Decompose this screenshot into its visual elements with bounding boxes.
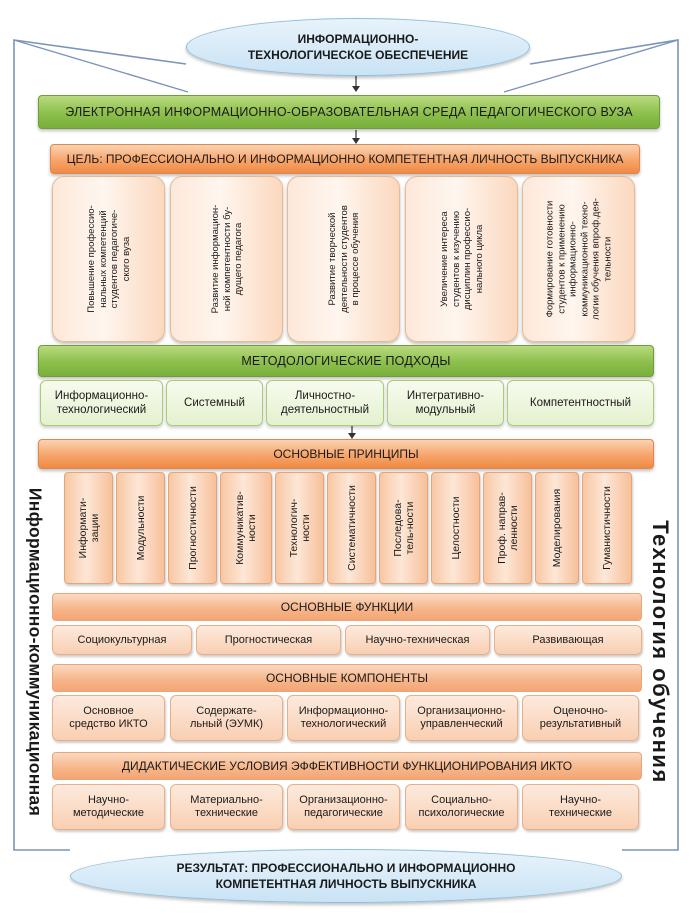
task-box-2 (170, 176, 283, 342)
principle-11 (582, 472, 632, 584)
principle-7 (379, 472, 428, 584)
left-side-label (24, 478, 46, 826)
principle-text-9: Проф. направ- ленности (495, 492, 520, 564)
functions-title: ОСНОВНЫЕ ФУНКЦИИ (280, 600, 414, 614)
principles-title: ОСНОВНЫЕ ПРИНЦИПЫ (273, 447, 419, 461)
function-3: Научно-техническая (345, 625, 490, 655)
result-line-2: КОМПЕТЕНТНАЯ ЛИЧНОСТЬ ВЫПУСКНИКА (215, 877, 477, 891)
principle-text-1: Информати- зации (76, 497, 101, 559)
task-text-3: Развитие творческой деятельности студентов в процессе обучения (326, 205, 361, 313)
environment-label: ЭЛЕКТРОННАЯ ИНФОРМАЦИОННО-ОБРАЗОВАТЕЛЬНАЯ СРЕДА ПЕДАГОГИЧЕСКОГО ВУЗА (65, 105, 633, 119)
result-ellipse (70, 849, 622, 903)
principle-1 (64, 472, 113, 584)
task-text-5: Формирование готовности студентов к применению информационно- коммуникационной техно- логии обучения впроф.дея- тельности (544, 198, 613, 320)
component-3: Информационно- технологический (287, 695, 400, 741)
approach-3: Личностно- деятельностный (266, 380, 384, 426)
principle-9 (483, 472, 532, 584)
condition-5: Научно- технические (522, 784, 639, 830)
task-text-2: Развитие информацион- ной компетентности бу- дущего педагога (209, 204, 244, 314)
conditions-bar (52, 752, 642, 780)
principle-text-7: Последова- тель-ности (391, 499, 416, 557)
task-text-4: Увеличение интереса студентов к изучению дисциплин профессио- нального цикла (438, 207, 484, 311)
principle-text-2: Модульности (134, 495, 147, 561)
task-box-4 (405, 176, 518, 342)
principle-text-5: Технологич- ности (287, 498, 312, 558)
right-side-text: Технология обучения (648, 520, 673, 784)
approach-5: Компетентностный (507, 380, 654, 426)
principle-text-4: Коммуникатив- ности (234, 491, 258, 565)
function-1: Социокультурная (52, 625, 192, 655)
approach-1: Информационно- технологический (40, 380, 163, 426)
task-box-1 (52, 176, 165, 342)
principle-text-10: Моделирования (551, 488, 563, 568)
approach-4: Интегративно- модульный (387, 380, 504, 426)
environment-bar (38, 95, 660, 129)
top-line-1: ИНФОРМАЦИОННО- (297, 32, 419, 46)
left-side-text: Информационно-коммуникационная (25, 487, 46, 817)
principle-8 (431, 472, 480, 584)
component-1: Основное средство ИКТО (52, 695, 165, 741)
principle-text-6: Систематичности (345, 485, 358, 571)
principle-6 (327, 472, 376, 584)
top-ellipse (186, 18, 530, 76)
principle-text-3: Прогностичности (186, 486, 199, 570)
condition-3: Организационно- педагогические (287, 784, 400, 830)
conditions-title: ДИДАКТИЧЕСКИЕ УСЛОВИЯ ЭФФЕКТИВНОСТИ ФУНКЦИОНИРОВАНИЯ ИКТО (121, 759, 573, 773)
principle-4 (220, 472, 272, 584)
principle-5 (275, 472, 324, 584)
functions-bar (52, 593, 642, 621)
approach-2: Системный (166, 380, 263, 426)
principles-bar (38, 439, 654, 469)
components-title: ОСНОВНЫЕ КОМПОНЕНТЫ (265, 671, 429, 685)
component-2: Содержате- льный (ЭУМК) (170, 695, 283, 741)
principle-3 (168, 472, 217, 584)
principle-text-8: Целостности (449, 496, 462, 560)
condition-1: Научно- методические (52, 784, 165, 830)
task-box-5 (522, 176, 635, 342)
principle-text-11: Гуманистичности (601, 486, 613, 570)
components-bar (52, 664, 642, 692)
goal-bar (50, 144, 640, 174)
task-box-3 (287, 176, 400, 342)
principle-2 (116, 472, 165, 584)
condition-2: Материально- технические (170, 784, 283, 830)
function-2: Прогностическая (196, 625, 341, 655)
goal-label: ЦЕЛЬ: ПРОФЕССИОНАЛЬНО И ИНФОРМАЦИОННО КОМПЕТЕНТНАЯ ЛИЧНОСТЬ ВЫПУСКНИКА (66, 152, 624, 166)
approaches-title: МЕТОДОЛОГИЧЕСКИЕ ПОДХОДЫ (241, 354, 451, 368)
principle-10 (535, 472, 579, 584)
component-5: Оценочно- результативный (522, 695, 639, 741)
result-line-1: РЕЗУЛЬТАТ: ПРОФЕССИОНАЛЬНО И ИНФОРМАЦИОННО (176, 861, 516, 875)
component-4: Организационно- управленческий (405, 695, 518, 741)
function-4: Развивающая (494, 625, 642, 655)
condition-4: Социально- психологические (405, 784, 518, 830)
top-line-2: ТЕХНОЛОГИЧЕСКОЕ ОБЕСПЕЧЕНИЕ (247, 48, 469, 62)
right-side-label (646, 478, 674, 826)
task-text-1: Повышение профессио- нальных компетенций студентов педагогиче- ского вуза (85, 205, 131, 313)
approaches-bar (38, 345, 654, 377)
